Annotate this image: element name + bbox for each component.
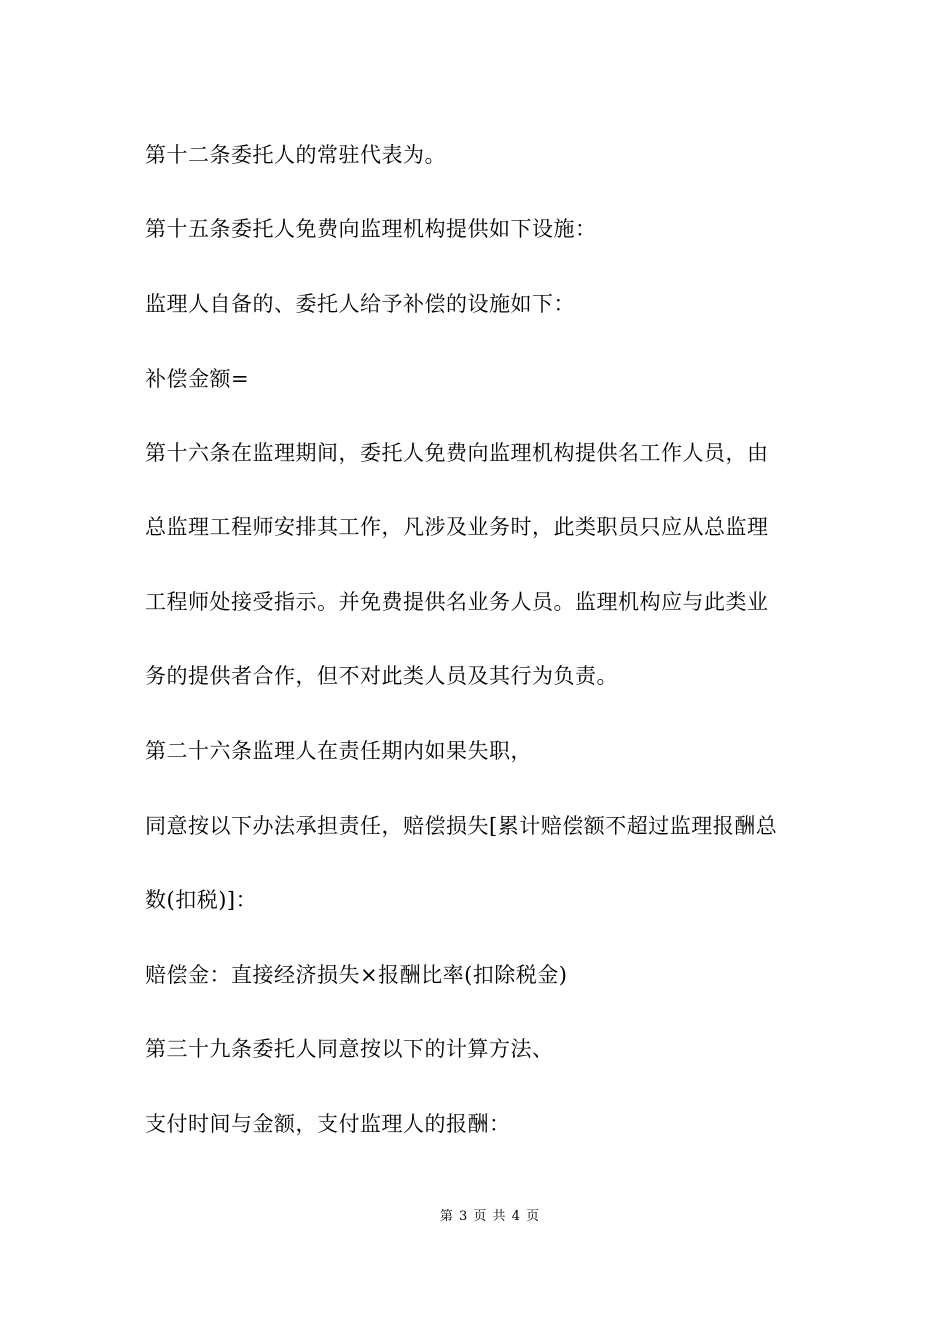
- text-line: 工程师处接受指示。并免费提供名业务人员。监理机构应与此类业: [145, 590, 769, 614]
- text-line: 第二十六条监理人在责任期内如果失职，: [145, 739, 532, 763]
- text-line: 第十五条委托人免费向监理机构提供如下设施：: [145, 217, 597, 241]
- text-line: 监理人自备的、委托人给予补偿的设施如下：: [145, 292, 575, 316]
- text-line: 赔偿金：直接经济损失×报酬比率(扣除税金): [145, 963, 568, 987]
- text-line: 补偿金额=: [145, 367, 250, 391]
- text-line: 同意按以下办法承担责任，赔偿损失[累计赔偿额不超过监理报酬总: [145, 814, 778, 838]
- text-line: 数(扣税)]：: [145, 888, 258, 912]
- text-line: 支付时间与金额，支付监理人的报酬：: [145, 1112, 511, 1136]
- text-line: 总监理工程师安排其工作，凡涉及业务时，此类职员只应从总监理: [145, 515, 769, 539]
- text-line: 务的提供者合作，但不对此类人员及其行为负责。: [145, 664, 618, 688]
- page-number-footer: 第 3 页 共 4 页: [439, 1209, 541, 1224]
- text-line: 第三十九条委托人同意按以下的计算方法、: [145, 1037, 554, 1061]
- text-line: 第十二条委托人的常驻代表为。: [145, 143, 446, 167]
- text-line: 第十六条在监理期间，委托人免费向监理机构提供名工作人员，由: [145, 441, 769, 465]
